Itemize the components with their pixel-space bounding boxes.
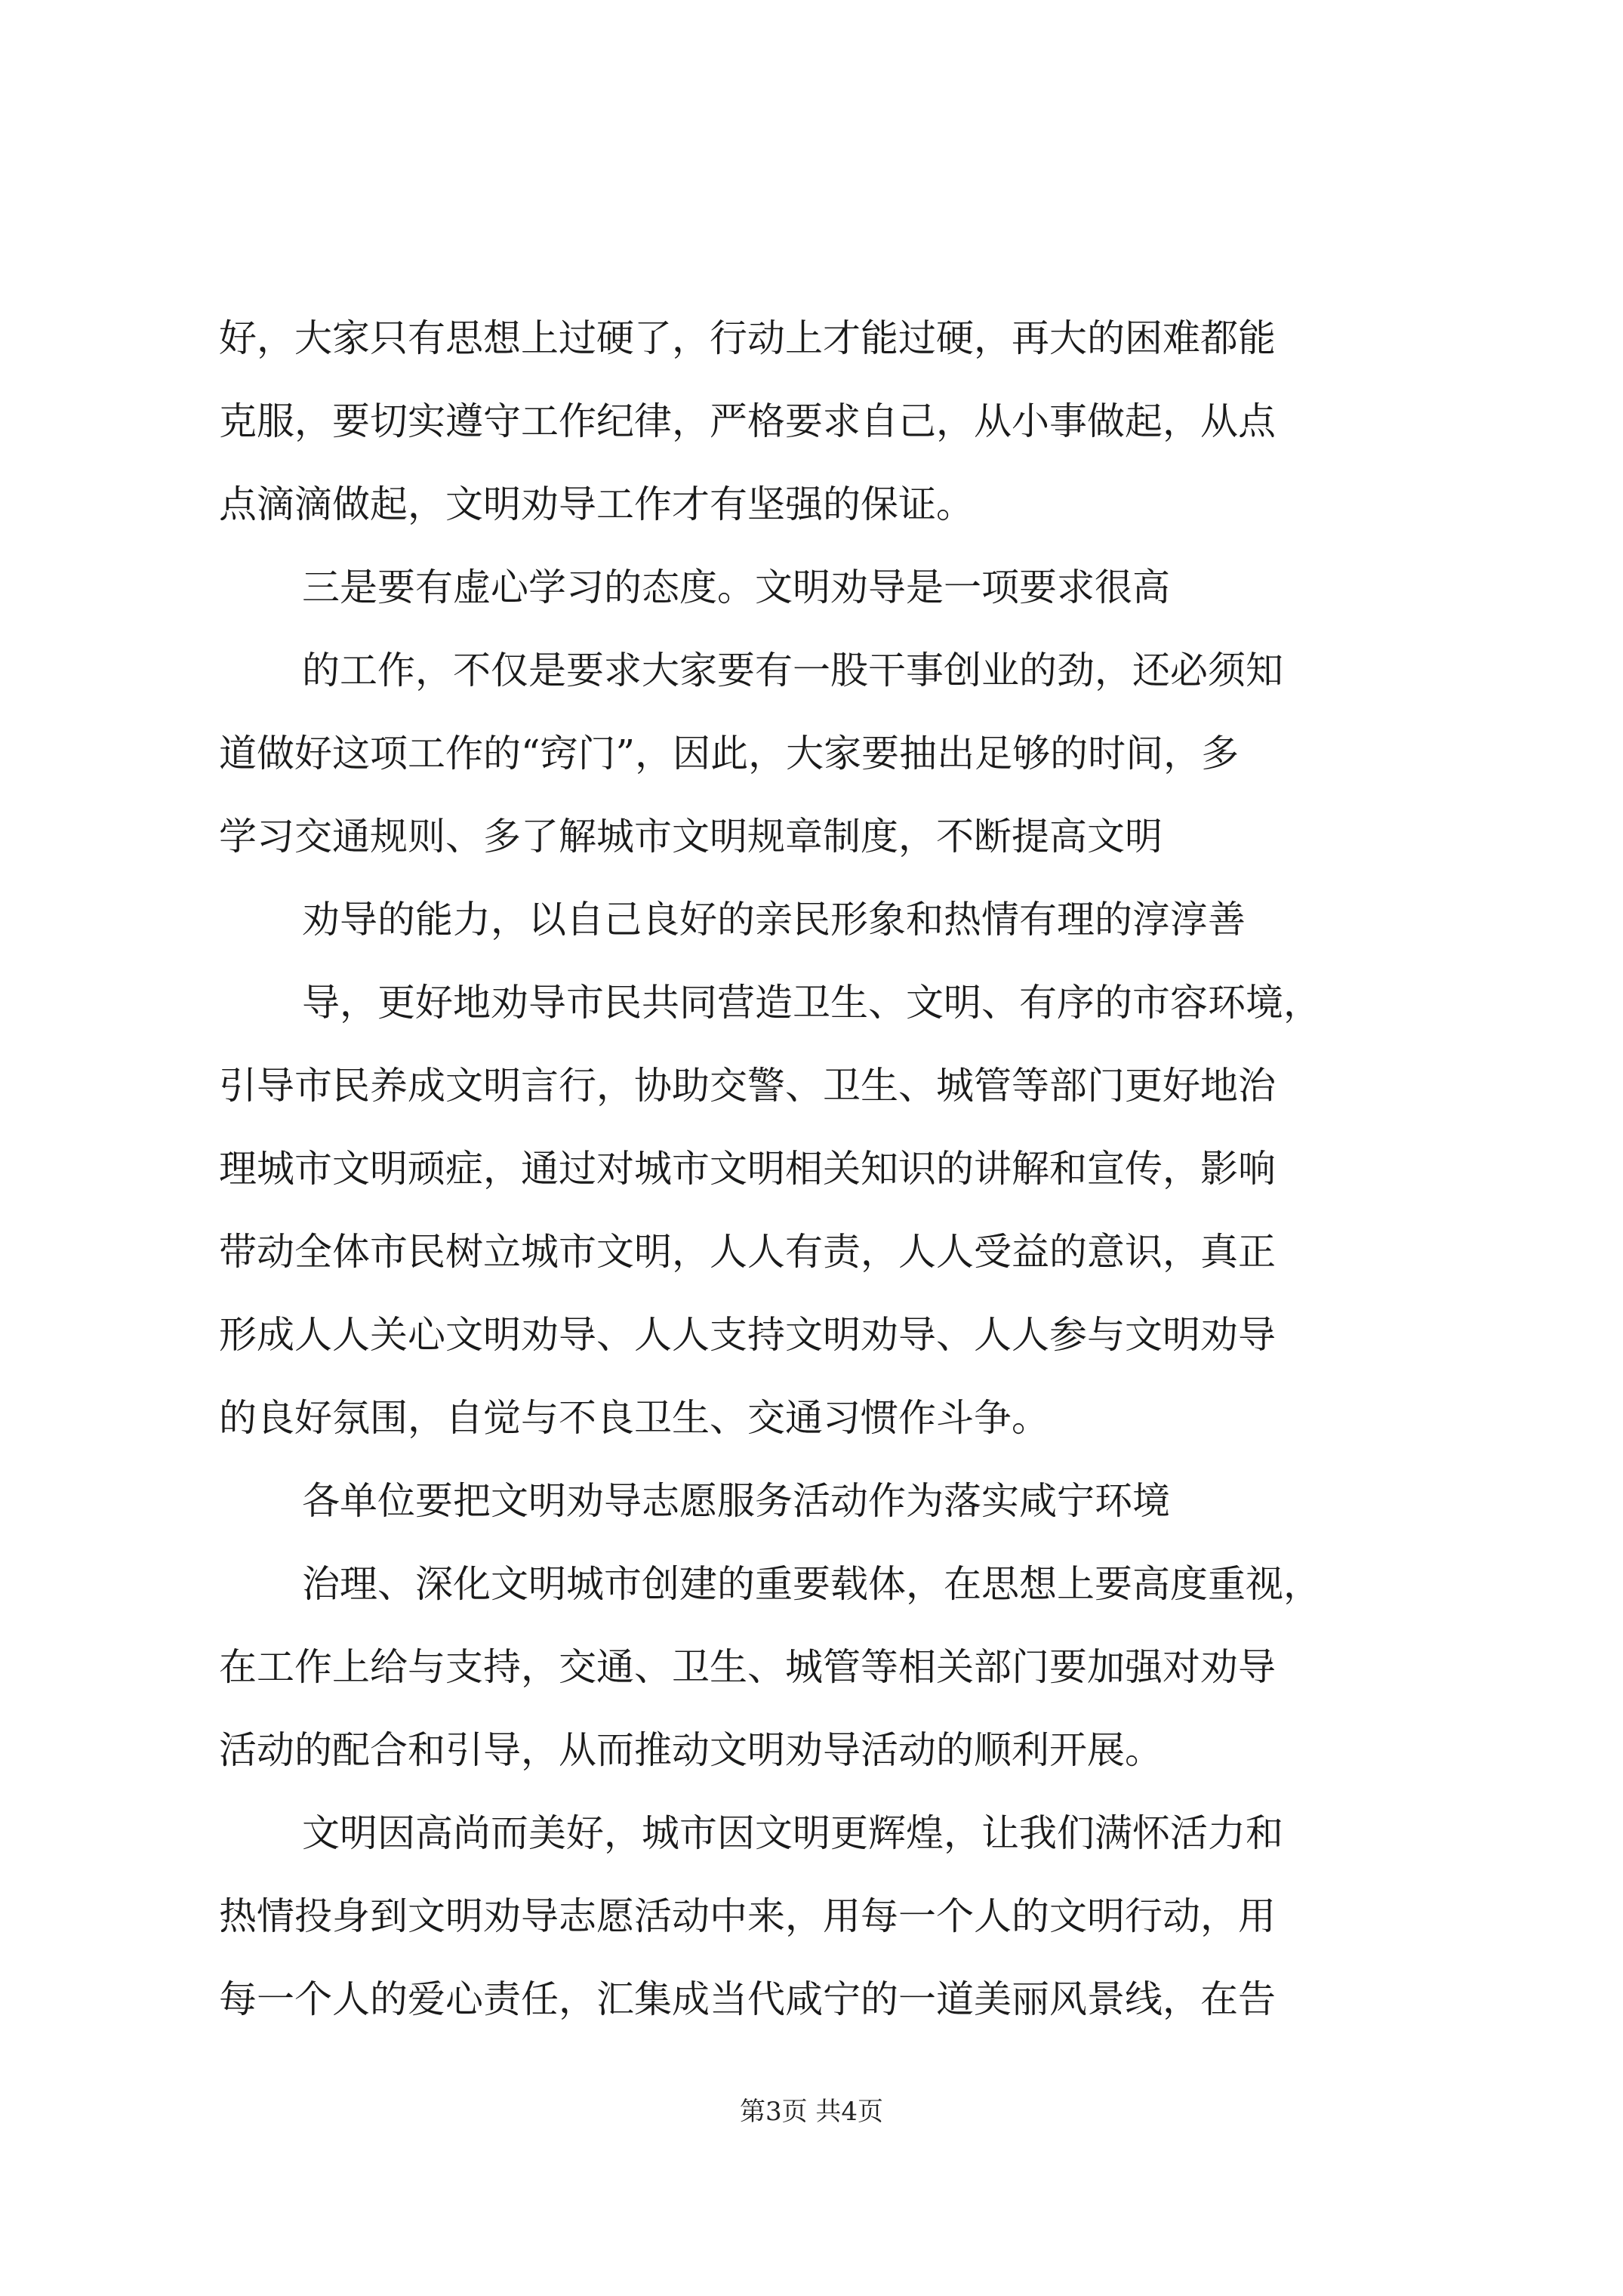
text-line: 每一个人的爱心责任，汇集成当代咸宁的一道美丽风景线，在告 xyxy=(219,1977,1276,2021)
page-number-footer: 第3页 共4页 xyxy=(739,2097,884,2127)
text-line: 的工作，不仅是要求大家要有一股干事创业的劲，还必须知 xyxy=(302,649,1283,692)
text-line: 形成人人关心文明劝导、人人支持文明劝导、人人参与文明劝导 xyxy=(219,1313,1276,1357)
text-line: 文明因高尚而美好，城市因文明更辉煌，让我们满怀活力和 xyxy=(302,1811,1283,1855)
text-line: 理城市文明顽症，通过对城市文明相关知识的讲解和宣传，影响 xyxy=(219,1147,1276,1191)
text-line: 三是要有虚心学习的态度。文明劝导是一项要求很高 xyxy=(302,566,1170,609)
text-line: 劝导的能力，以自己良好的亲民形象和热情有理的淳淳善 xyxy=(302,898,1246,942)
text-line: 带动全体市民树立城市文明，人人有责，人人受益的意识，真正 xyxy=(219,1230,1276,1274)
text-line: 活动的配合和引导，从而推动文明劝导活动的顺利开展。 xyxy=(219,1728,1163,1772)
text-line: 点滴滴做起，文明劝导工作才有坚强的保证。 xyxy=(219,482,974,526)
text-line: 导，更好地劝导市民共同营造卫生、文明、有序的市容环境， xyxy=(302,981,1321,1025)
text-line: 克服，要切实遵守工作纪律，严格要求自己，从小事做起，从点 xyxy=(219,399,1276,443)
text-line: 引导市民养成文明言行，协助交警、卫生、城管等部门更好地治 xyxy=(219,1064,1276,1108)
text-line: 好，大家只有思想上过硬了，行动上才能过硬，再大的困难都能 xyxy=(219,316,1276,360)
text-line: 在工作上给与支持，交通、卫生、城管等相关部门要加强对劝导 xyxy=(219,1645,1276,1689)
text-line: 治理、深化文明城市创建的重要载体，在思想上要高度重视， xyxy=(302,1562,1321,1606)
text-line: 各单位要把文明劝导志愿服务活动作为落实咸宁环境 xyxy=(302,1479,1170,1523)
text-line: 道做好这项工作的“窍门”，因此，大家要抽出足够的时间，多 xyxy=(219,732,1240,775)
text-line: 热情投身到文明劝导志愿活动中来，用每一个人的文明行动，用 xyxy=(219,1894,1276,1938)
text-line: 的良好氛围，自觉与不良卫生、交通习惯作斗争。 xyxy=(219,1396,1049,1440)
text-line: 学习交通规则、多了解城市文明规章制度，不断提高文明 xyxy=(219,815,1163,858)
